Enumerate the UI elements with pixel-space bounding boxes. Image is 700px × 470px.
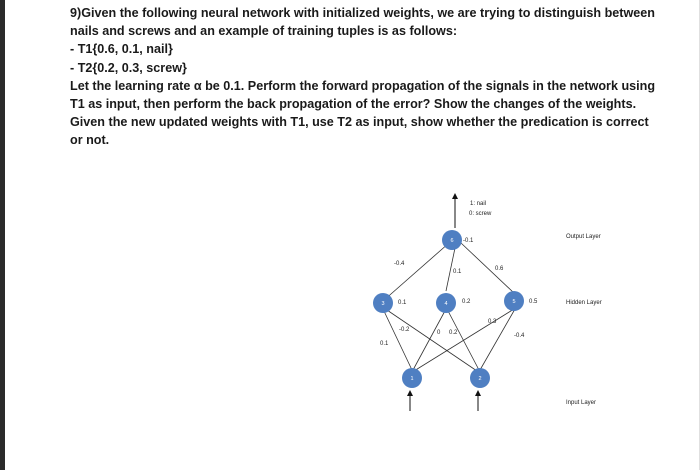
question-line-6: T1 as input, then perform the back propagation of the error? Show the changes of the weights. (70, 97, 637, 112)
question-line-4: - T2{0.2, 0.3, screw} (70, 60, 187, 75)
output-label-nail: 1: nail (470, 201, 487, 207)
question-line-2: nails and screws and an example of training tuples is as follows: (70, 24, 458, 39)
weight-5-6: 0.6 (495, 266, 504, 272)
layer-label-output: Output Layer (566, 234, 601, 240)
node-1-label: 1 (410, 376, 414, 382)
weight-1-5: 0.3 (488, 319, 497, 325)
node-6 (442, 230, 462, 250)
edge-1-4 (413, 309, 446, 370)
node-6-label: 6 (450, 238, 454, 244)
bias-node-4: 0.2 (462, 299, 471, 305)
node-3-label: 3 (381, 301, 385, 307)
weight-1-3: 0.1 (380, 341, 389, 347)
weight-2-3: -0.2 (399, 327, 410, 333)
edge-2-5 (480, 309, 515, 370)
bias-node-5: 0.5 (529, 299, 538, 305)
edge-5-6 (461, 243, 514, 293)
node-2 (470, 368, 490, 388)
question-line-8: or not. (70, 133, 110, 148)
edge-2-4 (447, 309, 479, 370)
weight-2-5: -0.4 (514, 333, 525, 339)
layer-label-hidden: Hidden Layer (566, 300, 602, 306)
bias-node-3: 0.1 (398, 300, 407, 306)
node-4-label: 4 (444, 301, 448, 307)
weight-1-4: 0 (437, 330, 441, 336)
node-2-label: 2 (478, 376, 482, 382)
output-label-screw: 0: screw (469, 211, 492, 217)
weight-4-6: 0.1 (453, 269, 462, 275)
weight-3-6: -0.4 (394, 261, 405, 267)
question-line-3: - T1{0.6, 0.1, nail} (70, 42, 173, 57)
edge-3-6 (383, 243, 449, 301)
edge-1-3 (383, 309, 412, 370)
node-1 (402, 368, 422, 388)
node-4 (436, 293, 456, 313)
weight-2-4: 0.2 (449, 330, 458, 336)
node-3 (373, 293, 393, 313)
question-line-5: Let the learning rate α be 0.1. Perform the forward propagation of the signals in the network using (70, 78, 656, 93)
node-5-label: 5 (512, 299, 516, 305)
question-line-1: 9)Given the following neural network with initialized weights, we are trying to distinguish between (70, 6, 655, 20)
question-line-7: Given the new updated weights with T1, use T2 as input, show whether the predication is correct (70, 115, 649, 130)
layer-label-input: Input Layer (566, 400, 597, 406)
bias-node-6: -0.1 (463, 238, 474, 244)
node-5 (504, 291, 524, 311)
